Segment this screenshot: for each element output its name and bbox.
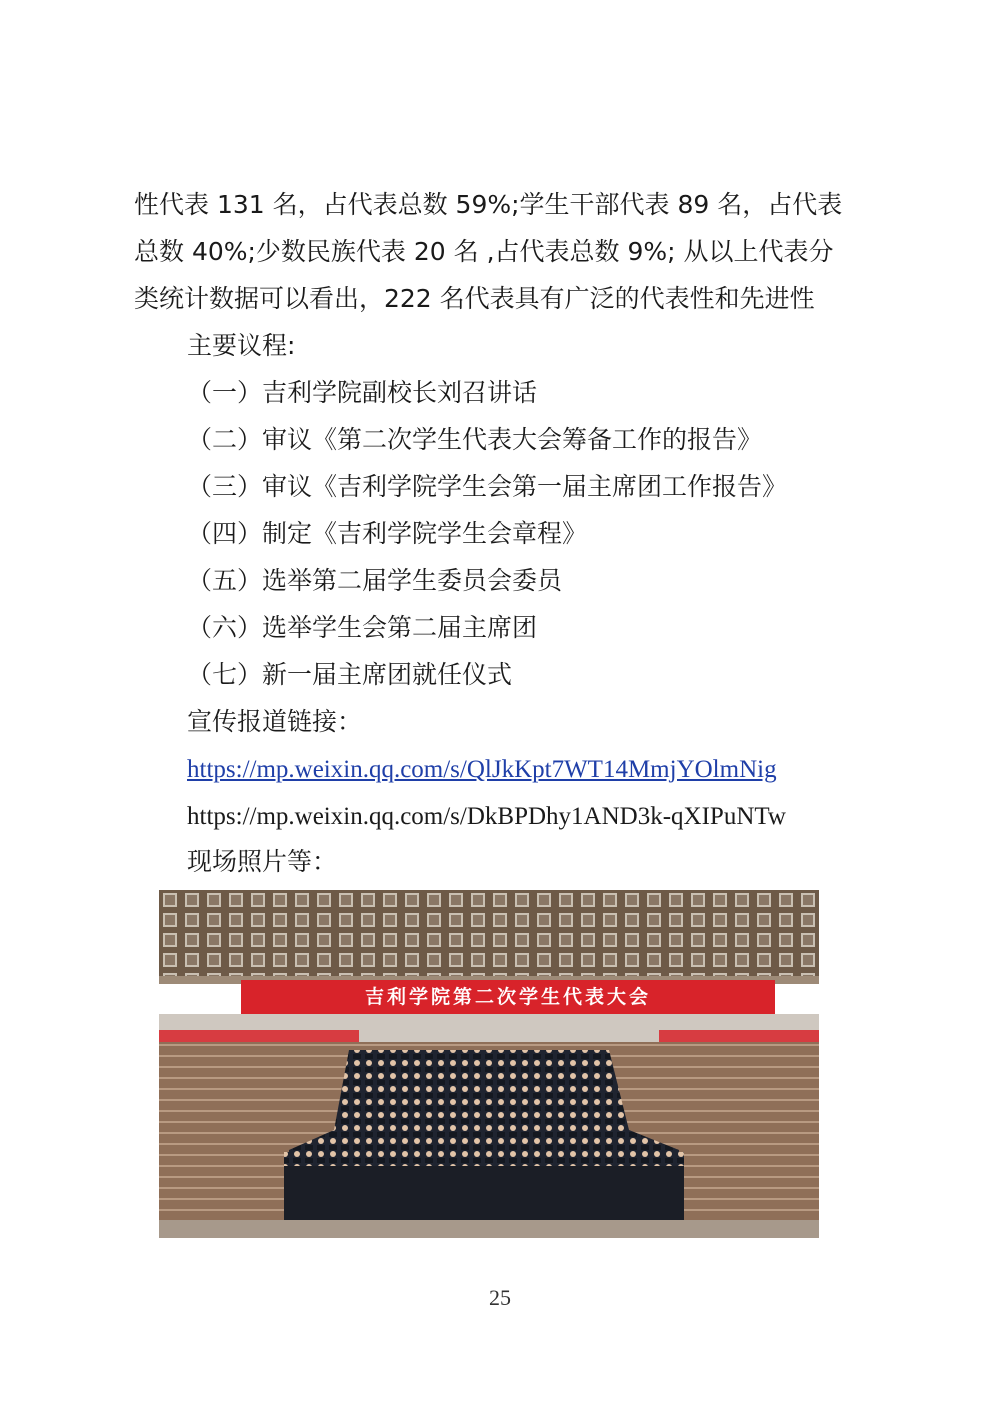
paragraph-line-3: 类统计数据可以看出，222 名代表具有广泛的代表性和先进性 (134, 284, 815, 313)
links-heading: 宣传报道链接： (187, 707, 363, 736)
paragraph-line-1: 性代表 131 名，占代表总数 59%;学生干部代表 89 名，占代表 (134, 190, 843, 219)
agenda-item-7: （七）新一届主席团就任仪式 (187, 660, 513, 689)
agenda-item-6: （六）选举学生会第二届主席团 (187, 613, 538, 642)
link-2-text: https://mp.weixin.qq.com/s/DkBPDhy1AND3k-qXIPuNTw (187, 803, 786, 830)
agenda-item-5: （五）选举第二届学生委员会委员 (187, 566, 563, 595)
event-group-photo (159, 890, 819, 1238)
banner-text: 吉利学院第二次学生代表大会 (364, 986, 652, 1008)
paragraph-line-2: 总数 40%;少数民族代表 20 名 ,占代表总数 9%; 从以上代表分 (134, 237, 834, 266)
agenda-item-4: （四）制定《吉利学院学生会章程》 (187, 519, 588, 548)
body-paragraph (134, 181, 870, 322)
group-photo-illustration (159, 890, 819, 1238)
agenda-item-1: （一）吉利学院副校长刘召讲话 (187, 378, 538, 407)
page-number: 25 (489, 1285, 511, 1310)
photos-heading: 现场照片等： (187, 847, 338, 876)
link-1-row (187, 746, 777, 793)
agenda-item-3: （三）审议《吉利学院学生会第一届主席团工作报告》 (187, 472, 788, 501)
agenda-heading: 主要议程: (187, 331, 296, 360)
agenda-item-2: （二）审议《第二次学生代表大会筹备工作的报告》 (187, 425, 763, 454)
report-link-1[interactable]: https://mp.weixin.qq.com/s/QlJkKpt7WT14MmjYOlmNig (187, 756, 777, 783)
